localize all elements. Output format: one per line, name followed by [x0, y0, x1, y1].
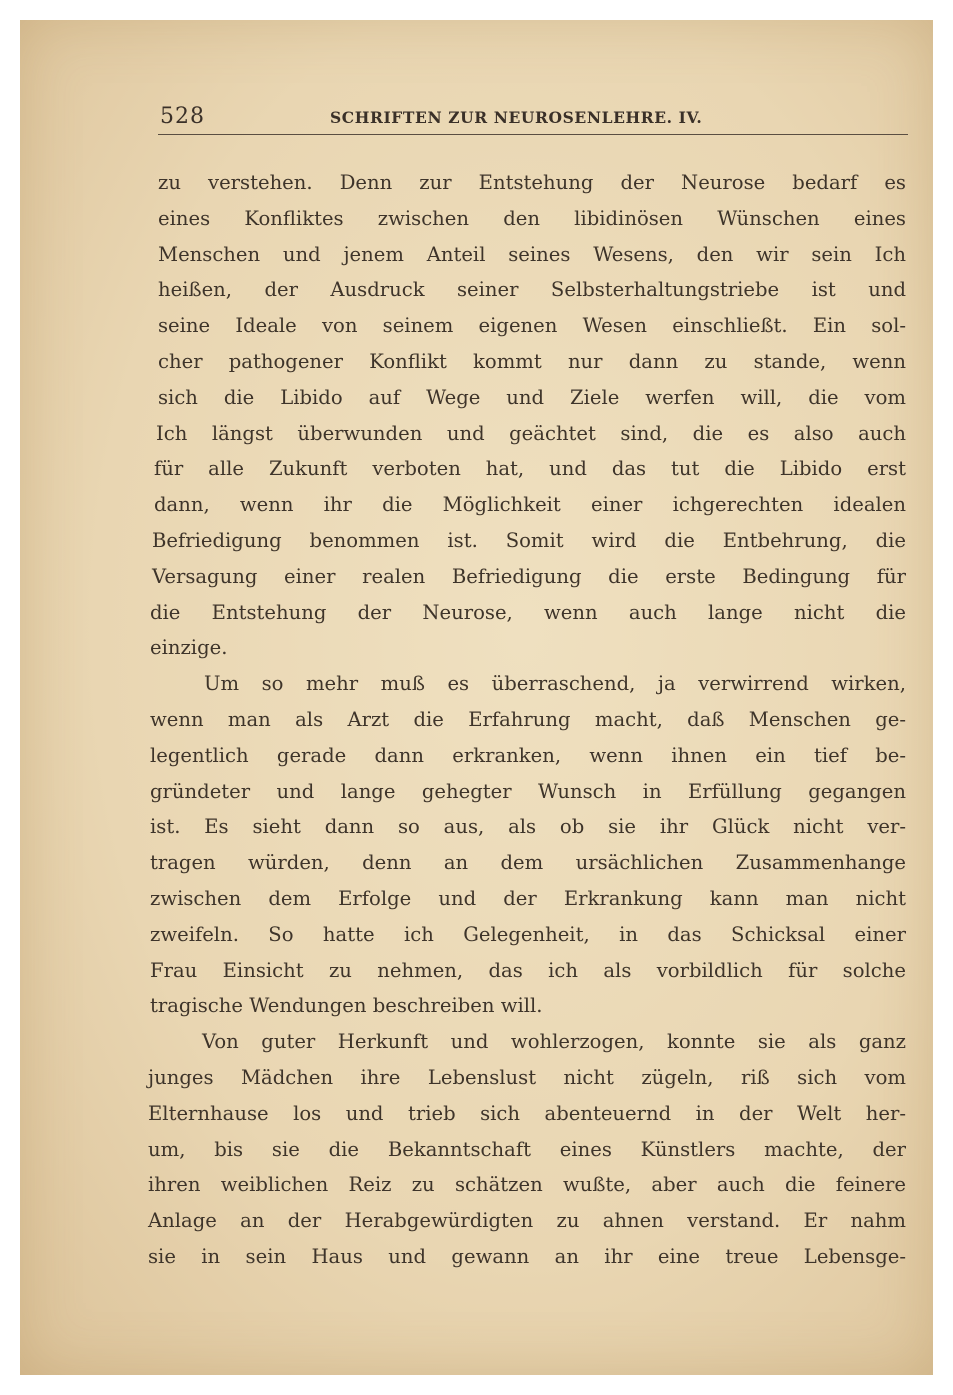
text-line: Von guter Herkunft und wohlerzogen, konnte sie als ganz [202, 1030, 906, 1054]
text-line: Ich längst überwunden und geächtet sind, die es also auch [156, 421, 906, 445]
text-line: Elternhause los und trieb sich abenteuernd in der Welt her- [148, 1101, 906, 1125]
text-line: wenn man als Arzt die Erfahrung macht, daß Menschen ge- [150, 707, 906, 731]
text-line: Um so mehr muß es überraschend, ja verwirrend wirken, [204, 672, 906, 696]
text-line: tragische Wendungen beschreiben will. [150, 994, 543, 1018]
text-line: zu verstehen. Denn zur Entstehung der Neurose bedarf es [158, 171, 906, 194]
text-line: junges Mädchen ihre Lebenslust nicht zügeln, riß sich vom [148, 1065, 906, 1089]
text-line: gründeter und lange gehegter Wunsch in Erfüllung gegangen [150, 779, 906, 803]
text-line: ist. Es sieht dann so aus, als ob sie ihr Glück nicht ver- [150, 815, 906, 839]
text-line: für alle Zukunft verboten hat, und das tut die Libido erst [154, 457, 906, 481]
text-line: ihren weiblichen Reiz zu schätzen wußte, aber auch die feinere [148, 1173, 906, 1197]
page-number: 528 [160, 104, 205, 129]
text-line: sie in sein Haus und gewann an ihr eine treue Lebensge- [148, 1244, 906, 1268]
text-line: einzige. [150, 636, 228, 660]
text-line: eines Konfliktes zwischen den libidinösen Wünschen eines [158, 206, 906, 230]
text-line: seine Ideale von seinem eigenen Wesen einschließt. Ein sol- [158, 314, 906, 338]
text-line: dann, wenn ihr die Möglichkeit einer ichgerechten idealen [154, 493, 906, 517]
text-line: cher pathogener Konflikt kommt nur dann zu stande, wenn [158, 349, 906, 373]
text-line: tragen würden, denn an dem ursächlichen Zusammenhange [150, 851, 906, 875]
text-line: zweifeln. So hatte ich Gelegenheit, in das Schicksal einer [150, 922, 906, 946]
text-line: sich die Libido auf Wege und Ziele werfen will, die vom [158, 385, 906, 409]
text-line: legentlich gerade dann erkranken, wenn ihnen ein tief be- [150, 743, 906, 767]
text-line: Anlage an der Herabgewürdigten zu ahnen verstand. Er nahm [148, 1209, 906, 1233]
text-line: zwischen dem Erfolge und der Erkrankung kann man nicht [150, 886, 906, 910]
text-line: Befriedigung benommen ist. Somit wird die Entbehrung, die [152, 528, 906, 552]
body-text [146, 165, 906, 1275]
text-line: die Entstehung der Neurose, wenn auch lange nicht die [150, 600, 906, 624]
text-line: Frau Einsicht zu nehmen, das ich als vorbildlich für solche [150, 958, 906, 982]
text-line: Versagung einer realen Befriedigung die erste Bedingung für [152, 564, 906, 588]
page-header [158, 104, 908, 135]
running-head: SCHRIFTEN ZUR NEUROSENLEHRE. IV. [330, 108, 703, 127]
text-line: Menschen und jenem Anteil seines Wesens, den wir sein Ich [158, 242, 906, 266]
text-line: um, bis sie die Bekanntschaft eines Künstlers machte, der [148, 1137, 906, 1161]
text-line: heißen, der Ausdruck seiner Selbsterhaltungstriebe ist und [158, 278, 906, 302]
